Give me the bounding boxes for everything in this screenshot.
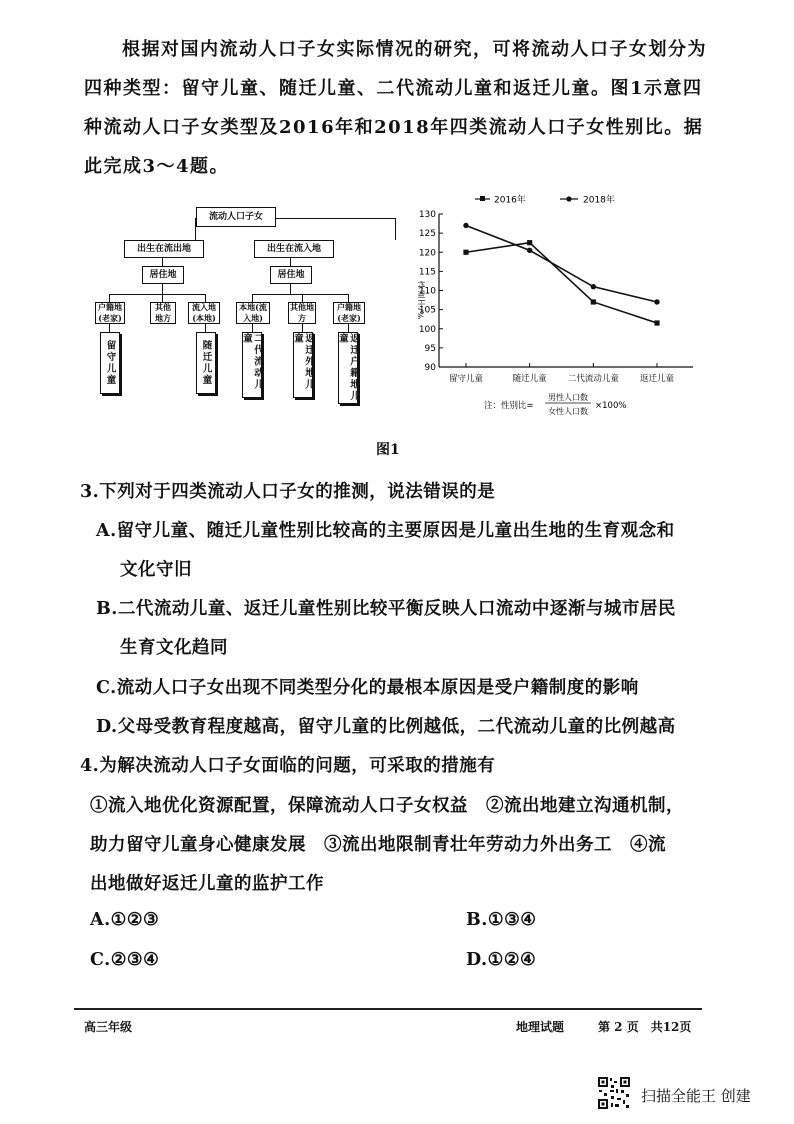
qr-code-icon xyxy=(597,1076,631,1110)
legend-2018-marker xyxy=(566,196,571,201)
footer-page: 第 2 页 共12页 xyxy=(598,1020,692,1034)
y-axis-label: 性别比/% xyxy=(418,280,424,320)
type-left-behind: 留守儿童 xyxy=(100,332,120,394)
footer-subject: 地理试题 xyxy=(516,1020,565,1034)
node-born-inflow: 出生在流入地 xyxy=(254,240,334,258)
node-right-huji: 户籍地(老家) xyxy=(333,302,365,324)
q4-stem: 4.为解决流动人口子女面临的问题，可采取的措施有 xyxy=(80,756,496,776)
series-line-2016年 xyxy=(466,243,657,323)
node-residence-left: 居住地 xyxy=(142,266,184,284)
chart-note-suffix: ×100% xyxy=(595,401,627,411)
y-tick-label-120: 120 xyxy=(418,248,436,259)
node-left-other: 其他地方 xyxy=(150,302,176,324)
sex-ratio-chart-svg xyxy=(418,188,708,416)
point-2018年-2 xyxy=(591,284,596,289)
legend-2016-label: 2016年 xyxy=(494,195,526,206)
point-2016年-0 xyxy=(463,250,468,255)
series-line-2018年 xyxy=(466,225,657,302)
intro-paragraph: 根据对国内流动人口子女实际情况的研究，可将流动人口子女划分为四种类型：留守儿童、随迁儿童、二代流动儿童和返迁儿童。图1示意四种流动人口子女类型及2016年和2018年四类流动人口子女性别比。据此完成3～4题。 xyxy=(84,39,707,177)
q3-option-c: C.流动人口子女出现不同类型分化的最根本原因是受户籍制度的影响 xyxy=(96,678,639,698)
y-tick-label-130: 130 xyxy=(418,210,436,220)
q3-option-d: D.父母受教育程度越高，留守儿童的比例越低，二代流动儿童的比例越高 xyxy=(96,717,676,737)
y-tick-label-115: 115 xyxy=(418,267,436,278)
q4-measures-line1: ①流入地优化资源配置，保障流动人口子女权益 ②流出地建立沟通机制， xyxy=(90,796,684,816)
node-left-inflow: 流入地(本地) xyxy=(188,302,220,324)
y-tick-label-125: 125 xyxy=(418,229,436,240)
x-tick-label-0: 留守儿童 xyxy=(448,374,484,384)
y-tick-label-105: 105 xyxy=(418,305,436,316)
chart-note-numerator: 男性人口数 xyxy=(548,393,588,402)
q3-option-a-line2: 文化守旧 xyxy=(120,560,192,580)
node-right-local: 本地(流入地) xyxy=(236,302,270,324)
chart-note-prefix: 注：性别比= xyxy=(484,401,534,411)
chart-note-denominator: 女性人口数 xyxy=(548,407,588,416)
y-tick-label-110: 110 xyxy=(418,286,436,297)
q4-option-d: D.①②④ xyxy=(466,950,537,970)
point-2018年-3 xyxy=(654,299,659,304)
legend-2018-label: 2018年 xyxy=(583,195,615,206)
scanner-watermark: 扫描全能王 创建 xyxy=(641,1087,751,1105)
y-tick-label-100: 100 xyxy=(418,324,436,335)
sex-ratio-chart xyxy=(418,188,708,420)
figure-caption: 图1 xyxy=(376,442,400,458)
x-tick-label-3: 返迁儿童 xyxy=(639,374,675,384)
q3-option-b-line1: B.二代流动儿童、返迁儿童性别比较平衡反映人口流动中逐渐与城市居民 xyxy=(96,599,676,619)
q3-option-b-line2: 生育文化趋同 xyxy=(120,638,228,658)
type-return-huji: 返迁户籍地儿童 xyxy=(337,333,359,402)
point-2016年-1 xyxy=(527,240,532,245)
footer-grade: 高三年级 xyxy=(84,1020,133,1034)
node-left-huji: 户籍地(老家) xyxy=(95,302,125,324)
node-born-outflow: 出生在流出地 xyxy=(124,240,204,258)
type-accompanying: 随迁儿童 xyxy=(196,332,216,394)
type-return-other: 返迁外地儿童 xyxy=(293,332,313,398)
q4-measures-line2: 助力留守儿童身心健康发展 ③流出地限制青壮年劳动力外出务工 ④流 xyxy=(90,835,666,855)
point-2016年-3 xyxy=(654,320,659,325)
point-2018年-1 xyxy=(527,248,532,253)
node-right-other: 其他地方 xyxy=(290,302,314,323)
y-tick-label-95: 95 xyxy=(424,343,436,354)
q4-option-a: A.①②③ xyxy=(90,910,160,930)
q4-option-c: C.②③④ xyxy=(90,950,160,970)
q3-stem: 3.下列对于四类流动人口子女的推测，说法错误的是 xyxy=(80,482,496,502)
q4-option-b: B.①③④ xyxy=(466,910,537,930)
point-2018年-0 xyxy=(463,223,468,228)
y-tick-label-90: 90 xyxy=(424,363,436,373)
q4-measures-line3: 出地做好返迁儿童的监护工作 xyxy=(90,874,324,894)
point-2016年-2 xyxy=(591,299,596,304)
footer-divider xyxy=(74,1008,702,1010)
x-tick-label-1: 随迁儿童 xyxy=(512,374,547,384)
type-second-gen: 二代流动儿童 xyxy=(242,332,262,398)
node-root: 流动人口子女 xyxy=(196,207,276,227)
x-tick-label-2: 二代流动儿童 xyxy=(567,374,619,384)
node-residence-right: 居住地 xyxy=(270,266,312,284)
legend-2016-marker xyxy=(480,196,485,201)
q3-option-a-line1: A.留守儿童、随迁儿童性别比较高的主要原因是儿童出生地的生育观念和 xyxy=(96,521,675,541)
